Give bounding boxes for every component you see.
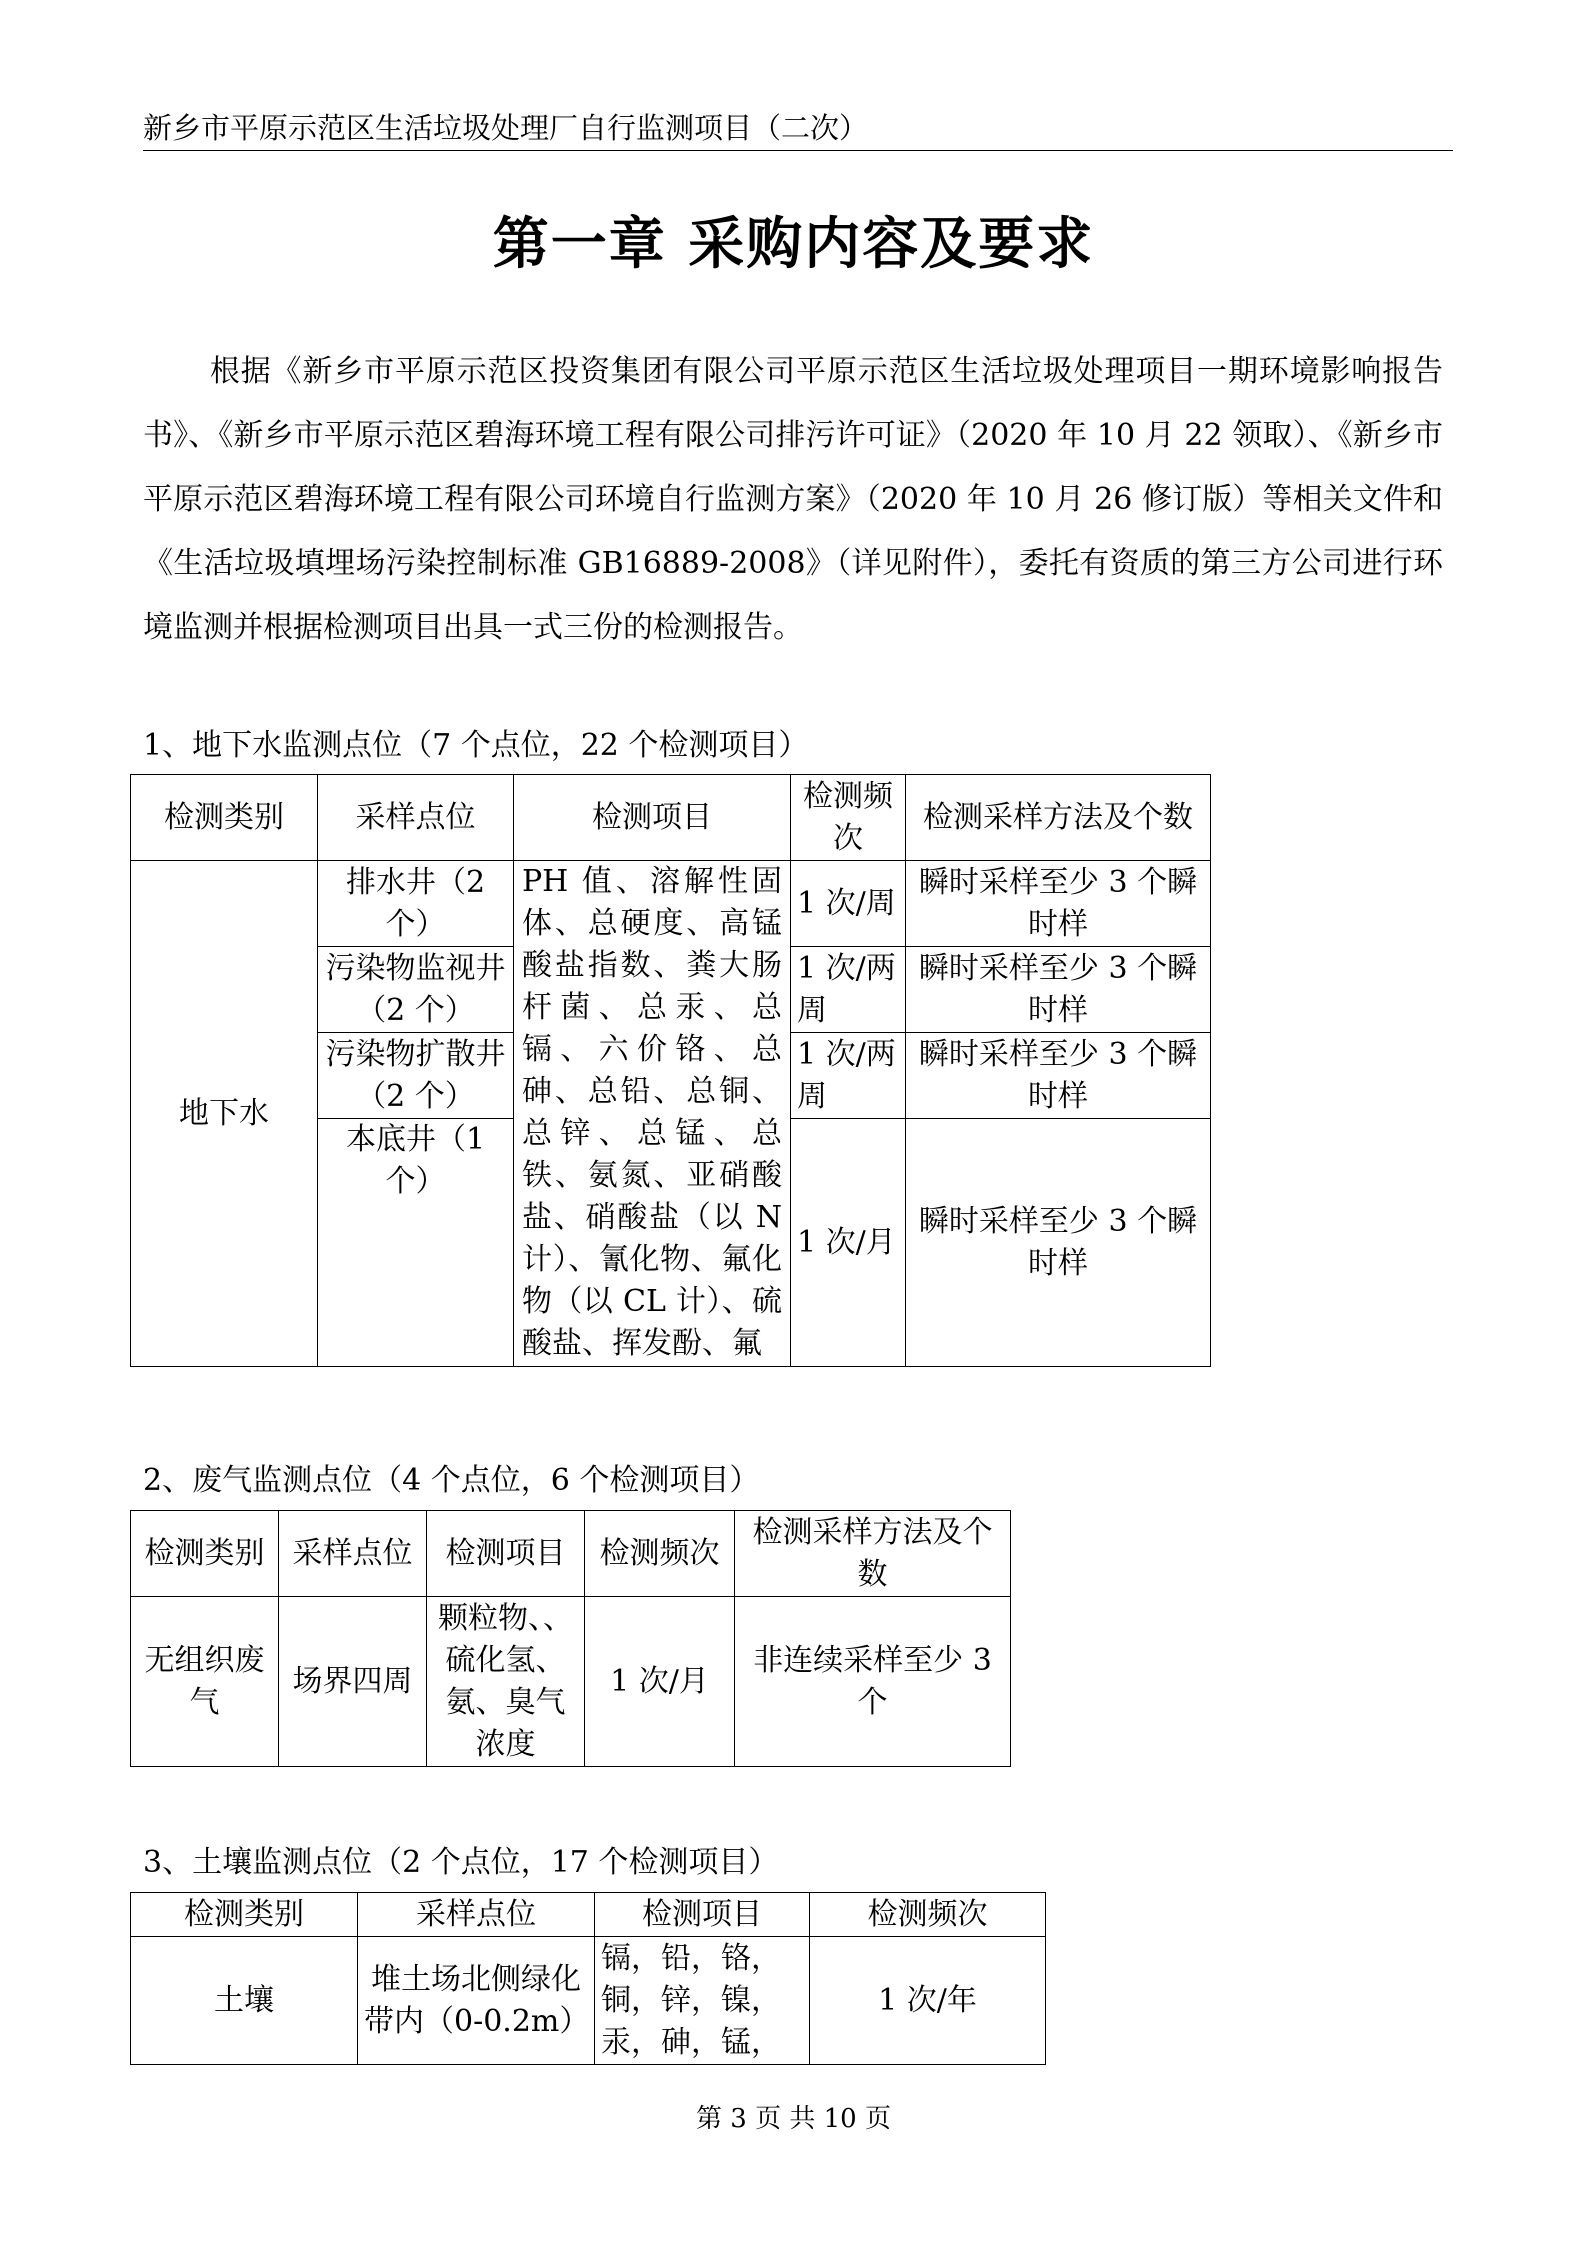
method-cell: 瞬时采样至少 3 个瞬时样 [906,1119,1211,1367]
header-cell: 检测采样方法及个数 [906,775,1211,861]
header-cell: 采样点位 [358,1893,595,1937]
freq-cell: 1 次/两周 [791,1033,906,1119]
header-cell: 检测项目 [427,1511,585,1597]
freq-cell: 1 次/月 [585,1597,735,1767]
intro-paragraph [143,340,1443,660]
soil-heading: 3、土壤监测点位（2 个点位，17 个检测项目） [143,1845,779,1880]
header-cell: 采样点位 [279,1511,427,1597]
soil-table [130,1892,1046,2065]
point-cell: 场界四周 [279,1597,427,1767]
table-header-row [131,775,1211,861]
category-cell: 无组织废气 [131,1597,279,1767]
items-cell: 镉，铅，铬，铜，锌，镍，汞，砷，锰， [595,1937,810,2065]
intro-text: 根据《新乡市平原示范区投资集团有限公司平原示范区生活垃圾处理项目一期环境影响报告书》、《新乡市平原示范区碧海环境工程有限公司排污许可证》（2020 年 10 月 22 领取）、《新乡市平原示范区碧海环境工程有限公司环境自行监测方案》（2020 年 10 月 26 修订版）等相关文件和《生活垃圾填埋场污染控制标准 GB16889-2008》（详见附件），委托有资质的第三方公司进行环境监测并根据检测项目出具一式三份的检测报告。 [143,354,1443,645]
table-row [131,1597,1011,1767]
header-cell: 检测频次 [585,1511,735,1597]
method-cell: 非连续采样至少 3 个 [735,1597,1011,1767]
freq-cell: 1 次/两周 [791,947,906,1033]
point-cell: 本底井（1 个） [318,1119,514,1367]
freq-cell: 1 次/年 [810,1937,1046,2065]
groundwater-table [130,774,1211,1367]
category-cell: 土壤 [131,1937,358,2065]
freq-cell: 1 次/周 [791,861,906,947]
point-cell: 排水井（2 个） [318,861,514,947]
chapter-title: 第一章 采购内容及要求 [492,211,1095,277]
items-cell: 颗粒物、、硫化氢、氨、臭气浓度 [427,1597,585,1767]
header-cell: 采样点位 [318,775,514,861]
point-cell: 污染物监视井（2 个） [318,947,514,1033]
method-cell: 瞬时采样至少 3 个瞬时样 [906,861,1211,947]
items-cell: PH 值、溶解性固体、总硬度、高锰酸盐指数、粪大肠杆菌、总汞、总镉、六价铬、总砷、总铅、总铜、总锌、总锰、总铁、氨氮、亚硝酸盐、硝酸盐（以 N 计）、氰化物、氟化物（以 CL 计）、硫酸盐、挥发酚、氟 [514,861,791,1367]
gas-heading: 2、废气监测点位（4 个点位，6 个检测项目） [143,1463,760,1498]
table-row [131,1937,1046,2065]
table-header-row [131,1893,1046,1937]
running-header: 新乡市平原示范区生活垃圾处理厂自行监测项目（二次） [143,110,1453,151]
gas-table [130,1510,1011,1767]
header-cell: 检测项目 [595,1893,810,1937]
header-cell: 检测类别 [131,1893,358,1937]
groundwater-heading: 1、地下水监测点位（7 个点位，22 个检测项目） [143,728,809,763]
header-cell: 检测类别 [131,775,318,861]
freq-cell: 1 次/月 [791,1119,906,1367]
header-cell: 检测项目 [514,775,791,861]
point-cell: 堆土场北侧绿化带内（0-0.2m） [358,1937,595,2065]
method-cell: 瞬时采样至少 3 个瞬时样 [906,947,1211,1033]
table-row [131,861,1211,947]
point-cell: 污染物扩散井（2 个） [318,1033,514,1119]
header-cell: 检测采样方法及个数 [735,1511,1011,1597]
header-cell: 检测频次 [810,1893,1046,1937]
page-footer: 第 3 页 共 10 页 [696,2104,891,2134]
category-cell: 地下水 [131,861,318,1367]
header-cell: 检测类别 [131,1511,279,1597]
header-cell: 检测频次 [791,775,906,861]
table-header-row [131,1511,1011,1597]
method-cell: 瞬时采样至少 3 个瞬时样 [906,1033,1211,1119]
